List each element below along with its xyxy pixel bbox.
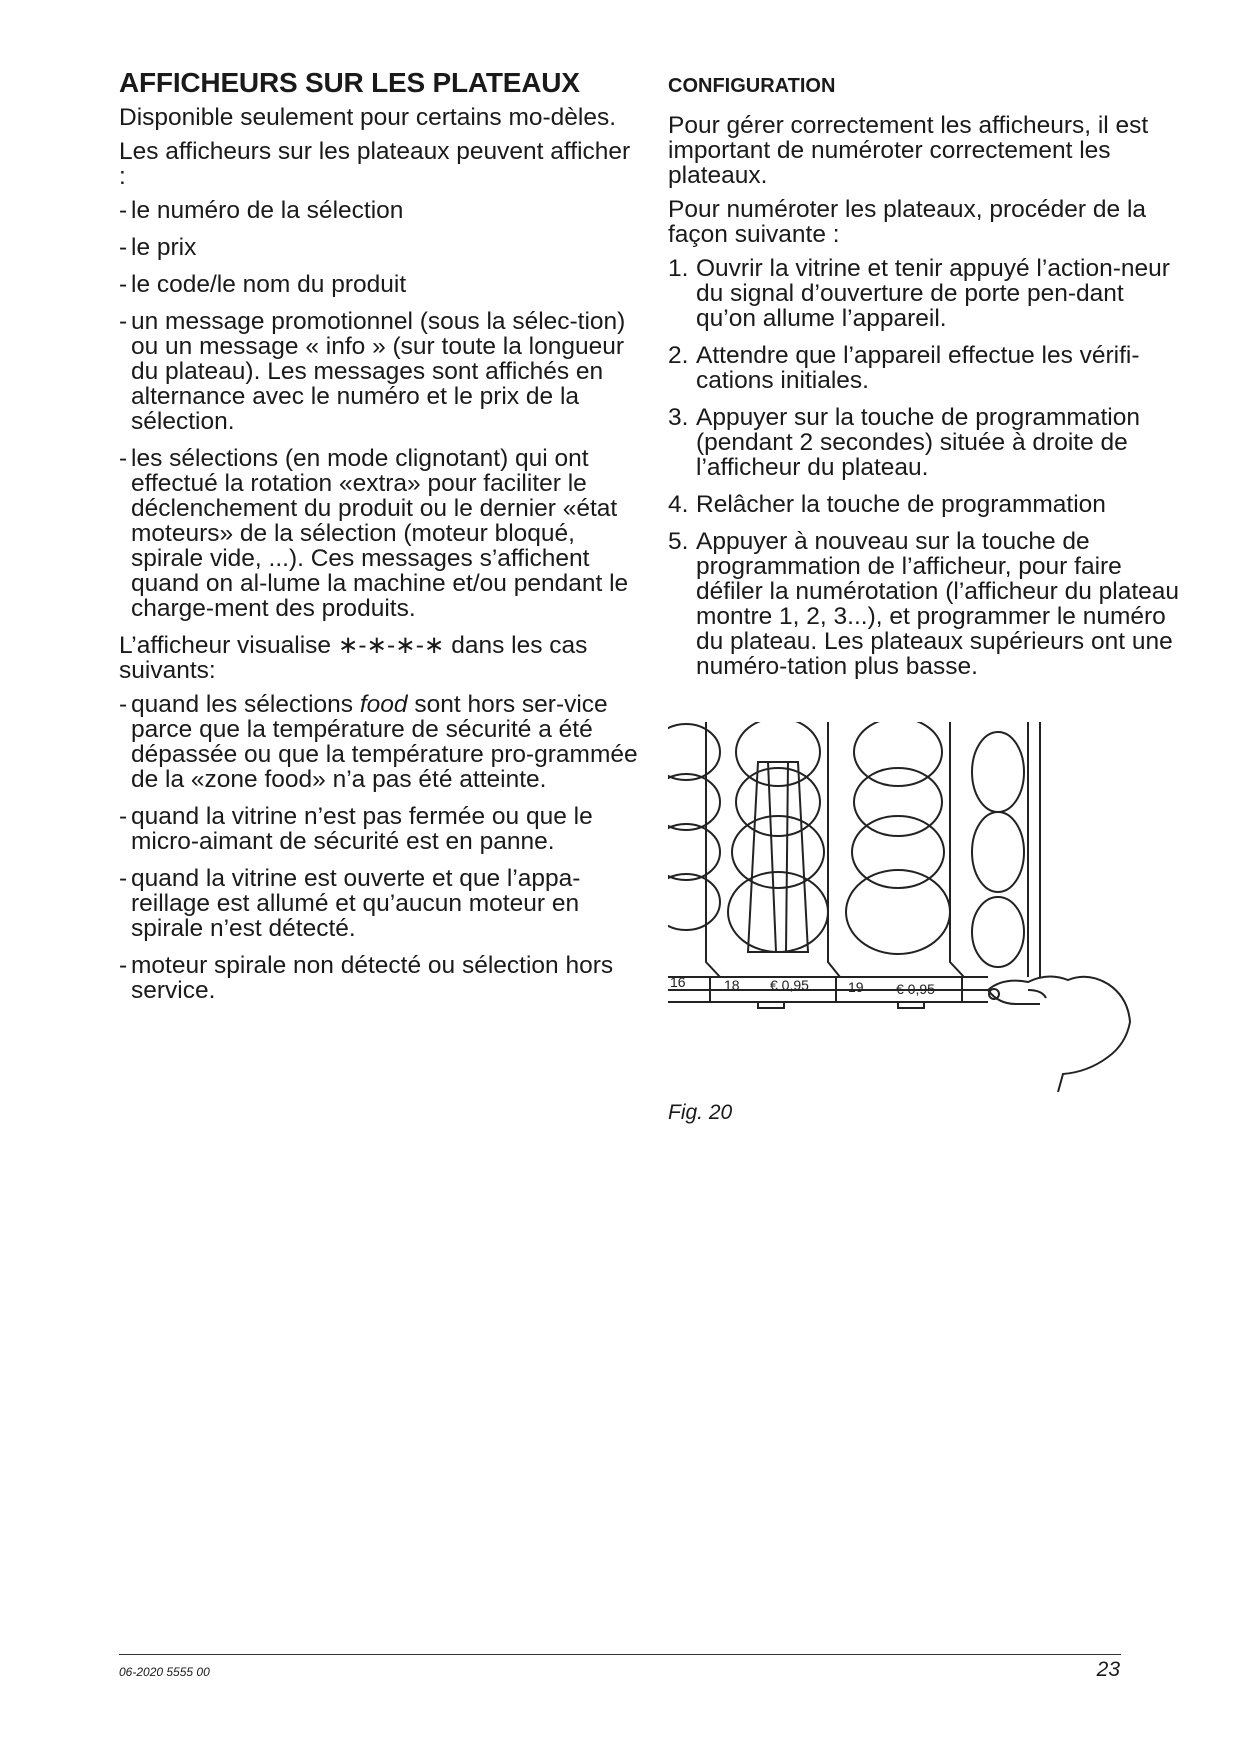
tray-drawing xyxy=(668,722,1158,1092)
display-label-left: 16 xyxy=(670,974,686,990)
list-item: - quand la vitrine n’est pas fermée ou que le micro-aimant de sécurité est en panne. xyxy=(119,803,593,855)
list-item: - un message promotionnel (sous la sélec-tion) ou un message « info » (sur toute la longueur du plateau). Les messages sont affichés en alternance avec le numéro et le prix de la sélection. xyxy=(119,308,626,435)
display-label-18: 18 xyxy=(724,977,740,993)
intro-asterisk-cases: L’afficheur visualise ∗-∗-∗-∗ dans les cas suivants: xyxy=(119,632,588,684)
tray-display-illustration xyxy=(668,722,1158,1092)
list-item: - le numéro de la sélection xyxy=(119,197,404,224)
list-item: - quand la vitrine est ouverte et que l’appa-reillage est allumé et qu’aucun moteur en spirale n’est détecté. xyxy=(119,865,581,942)
list-item: - le code/le nom du produit xyxy=(119,271,407,298)
asterisk-cases-list xyxy=(119,692,639,1003)
config-intro: Pour gérer correctement les afficheurs, il est important de numéroter correctement les plateaux. xyxy=(668,112,1149,189)
footer-divider xyxy=(119,1654,1121,1655)
list-item: - quand les sélections food sont hors ser-vice parce que la température de sécurité a été dépassée ou que la température pro-grammée de la «zone food» n’a pas été atteinte. xyxy=(119,691,638,793)
display-label-19: 19 xyxy=(848,979,864,995)
right-column xyxy=(668,66,1188,691)
figure-caption: Fig. 20 xyxy=(668,1101,733,1124)
display-content-list xyxy=(119,198,639,621)
config-procedure: Pour numéroter les plateaux, procéder de la façon suivante : xyxy=(668,196,1147,248)
step-item: 5. Appuyer à nouveau sur la touche de programmation de l’afficheur, pour faire défiler la numérotation (l’afficheur du plateau montre 1, 2, 3...), et programmer le numéro du plateau. Les plateaux supérieurs ont une numéro-tation plus basse. xyxy=(668,528,1180,680)
page-title: AFFICHEURS SUR LES PLATEAUX xyxy=(119,67,580,98)
section-title: CONFIGURATION xyxy=(668,75,836,97)
display-price-18: € 0,95 xyxy=(770,977,809,993)
display-price-19: € 0,95 xyxy=(896,981,935,997)
intro-displays: Les afficheurs sur les plateaux peuvent afficher : xyxy=(119,138,631,190)
step-item: 2. Attendre que l’appareil effectue les vérifi-cations initiales. xyxy=(668,342,1140,394)
list-item: - le prix xyxy=(119,234,197,261)
intro-availability: Disponible seulement pour certains mo-dèles. xyxy=(119,104,617,131)
list-item: - moteur spirale non détecté ou sélection hors service. xyxy=(119,952,614,1004)
left-column xyxy=(119,66,639,1015)
steps-list xyxy=(668,256,1188,679)
list-item: - les sélections (en mode clignotant) qui ont effectué la rotation «extra» pour faciliter le déclenchement du produit ou le dernier «état moteurs» de la sélection (moteur bloqué, spirale vide, ...). Ces messages s’affichent quand on al-lume la machine et/ou pendant le charge-ment des produits. xyxy=(119,445,629,622)
document-code: 06-2020 5555 00 xyxy=(119,1665,210,1679)
step-item: 1. Ouvrir la vitrine et tenir appuyé l’action-neur du signal d’ouverture de porte pen-dant qu’on allume l’appareil. xyxy=(668,255,1170,332)
step-item: 4. Relâcher la touche de programmation xyxy=(668,491,1106,518)
step-item: 3. Appuyer sur la touche de programmation (pendant 2 secondes) située à droite de l’afficheur du plateau. xyxy=(668,404,1140,481)
page-number: 23 xyxy=(1096,1658,1120,1681)
